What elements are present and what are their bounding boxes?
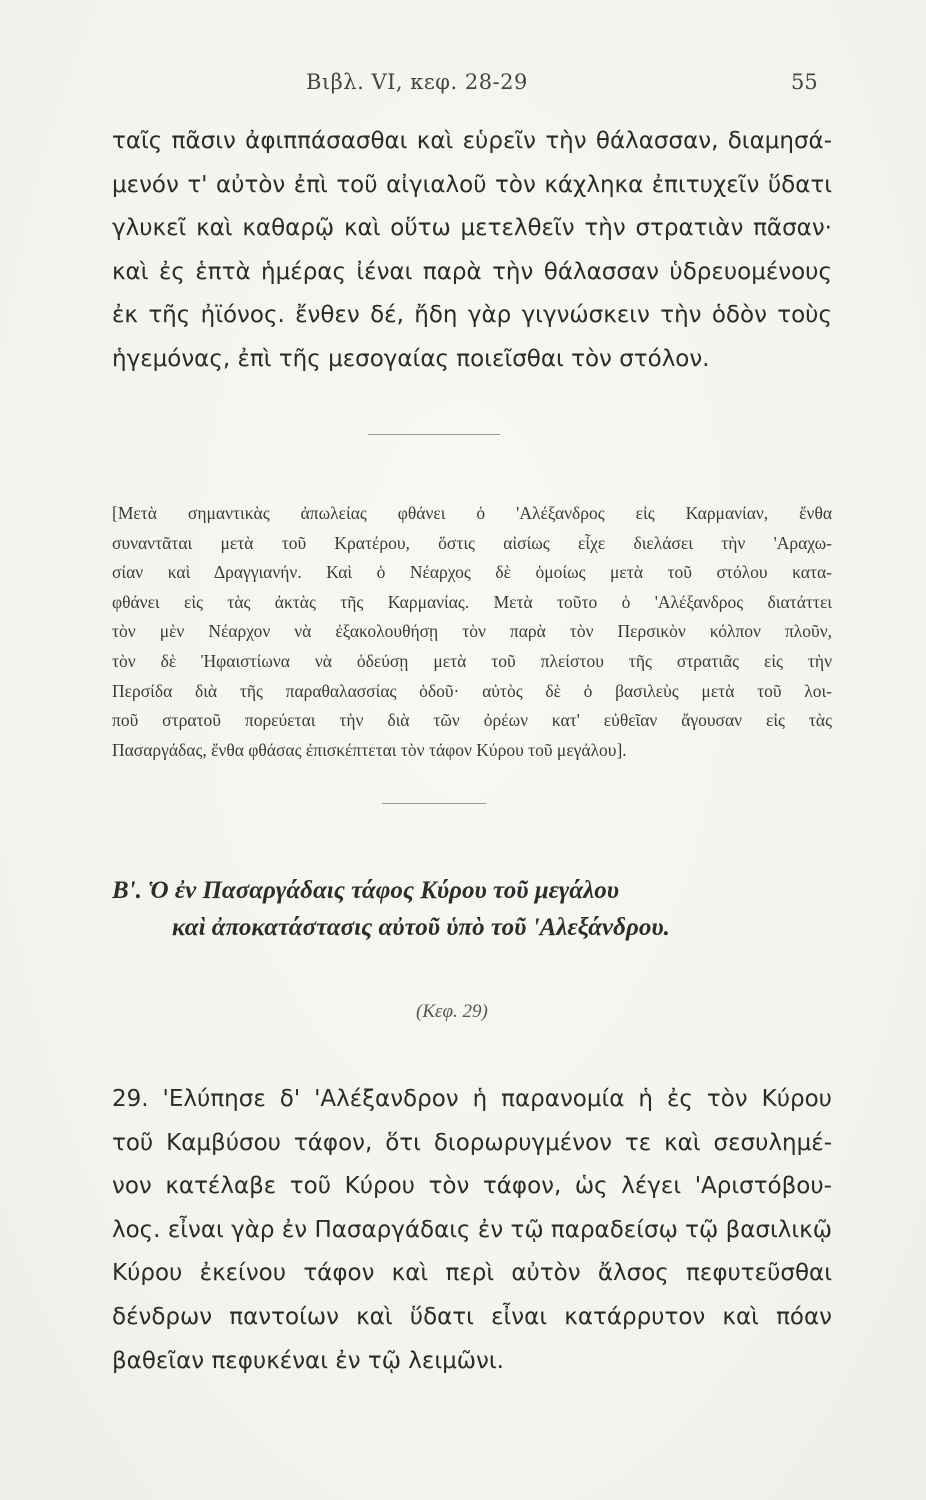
summary-line: τὸν μὲν Νέαρχον νὰ ἐξακολουθήσῃ τὸν παρὰ τὸν Περσικὸν κόλπον πλοῦν, <box>112 621 832 642</box>
summary-line: Πασαργάδας, ἔνθα φθάσας ἐπισκέπτεται τὸν τάφον Κύρου τοῦ μεγάλου]. <box>112 739 627 760</box>
chapter-reference: (Κεφ. 29) <box>416 1001 488 1022</box>
text-line: μενόν τ' αὐτὸν ἐπὶ τοῦ αἰγιαλοῦ τὸν κάχληκα ἐπιτυχεῖν ὕδατι <box>112 171 832 198</box>
summary-line: φθάνει εἰς τὰς ἀκτὰς τῆς Καρμανίας. Μετὰ τοῦτο ὁ 'Αλέξανδρος διατάττει <box>112 591 832 612</box>
text-line: νον κατέλαβε τοῦ Κύρου τὸν τάφον, ὡς λέγει 'Αριστόβου- <box>112 1173 832 1200</box>
text-line: τοῦ Καμβύσου τάφον, ὅτι διορωρυγμένον τε καὶ σεσυλημέ- <box>112 1129 832 1156</box>
text-line: ἐκ τῆς ἠϊόνος. ἔνθεν δέ, ἤδη γὰρ γιγνώσκειν τὴν ὁδὸν τοὺς <box>112 302 832 329</box>
text-line: δένδρων παντοίων καὶ ὕδατι εἶναι κατάρρυτον καὶ πόαν <box>112 1303 832 1330</box>
summary-line: σίαν καὶ Δραγγιανήν. Καὶ ὁ Νέαρχος δὲ ὁμοίως μετὰ τοῦ στόλου κατα- <box>112 562 832 583</box>
running-head: Βιβλ. VI, κεφ. 28-29 <box>306 70 528 94</box>
text-line: Κύρου ἐκείνου τάφον καὶ περὶ αὐτὸν ἄλσος πεφυτεῦσθαι <box>112 1260 832 1287</box>
page-number: 55 <box>791 70 818 94</box>
text-line: βαθεῖαν πεφυκέναι ἐν τῷ λειμῶνι. <box>112 1347 504 1374</box>
editorial-summary <box>112 499 832 765</box>
text-line: ταῖς πᾶσιν ἀφιππάσασθαι καὶ εὑρεῖν τὴν θάλασσαν, διαμησά- <box>112 128 832 154</box>
summary-line: ποῦ στρατοῦ πορεύεται τὴν διὰ τῶν ὀρέων κατ' εὐθεῖαν ἄγουσαν εἰς τὰς <box>112 710 832 731</box>
paragraph-29 <box>112 1078 832 1383</box>
summary-line: συναντᾶται μετὰ τοῦ Κρατέρου, ὅστις αἰσίως εἶχε διελάσει τὴν 'Αραχω- <box>112 532 832 553</box>
section-divider <box>368 434 500 435</box>
text-line: λος. εἶναι γὰρ ἐν Πασαργάδαις ἐν τῷ παραδείσῳ τῷ βασιλικῷ <box>112 1216 832 1243</box>
section-heading-continued: καὶ ἀποκατάστασις αὐτοῦ ὑπὸ τοῦ 'Αλεξάνδρου. <box>172 914 670 941</box>
text-line: 29. 'Ελύπησε δ' 'Αλέξανδρον ἡ παρανομία ἡ ἐς τὸν Κύρου <box>112 1086 832 1112</box>
text-line: ἡγεμόνας, ἐπὶ τῆς μεσογαίας ποιεῖσθαι τὸν στόλον. <box>112 345 710 372</box>
section-divider <box>382 803 486 804</box>
summary-line: Περσίδα διὰ τῆς παραθαλασσίας ὁδοῦ· αὐτὸς δὲ ὁ βασιλεὺς μετὰ τοῦ λοι- <box>112 680 832 701</box>
section-heading: Β'. Ὁ ἐν Πασαργάδαις τάφος Κύρου τοῦ μεγάλου <box>112 877 619 904</box>
summary-line: [Μετὰ σημαντικὰς ἀπωλείας φθάνει ὁ 'Αλέξανδρος εἰς Καρμανίαν, ἔνθα <box>112 503 832 523</box>
text-line: γλυκεῖ καὶ καθαρῷ καὶ οὕτω μετελθεῖν τὴν στρατιὰν πᾶσαν· <box>112 215 832 242</box>
paragraph-continued <box>112 120 832 382</box>
text-line: καὶ ἐς ἑπτὰ ἡμέρας ἰέναι παρὰ τὴν θάλασσαν ὑδρευομένους <box>112 258 832 285</box>
summary-line: τὸν δὲ Ἡφαιστίωνα νὰ ὁδεύσῃ μετὰ τοῦ πλείστου τῆς στρατιᾶς εἰς τὴν <box>112 650 832 671</box>
